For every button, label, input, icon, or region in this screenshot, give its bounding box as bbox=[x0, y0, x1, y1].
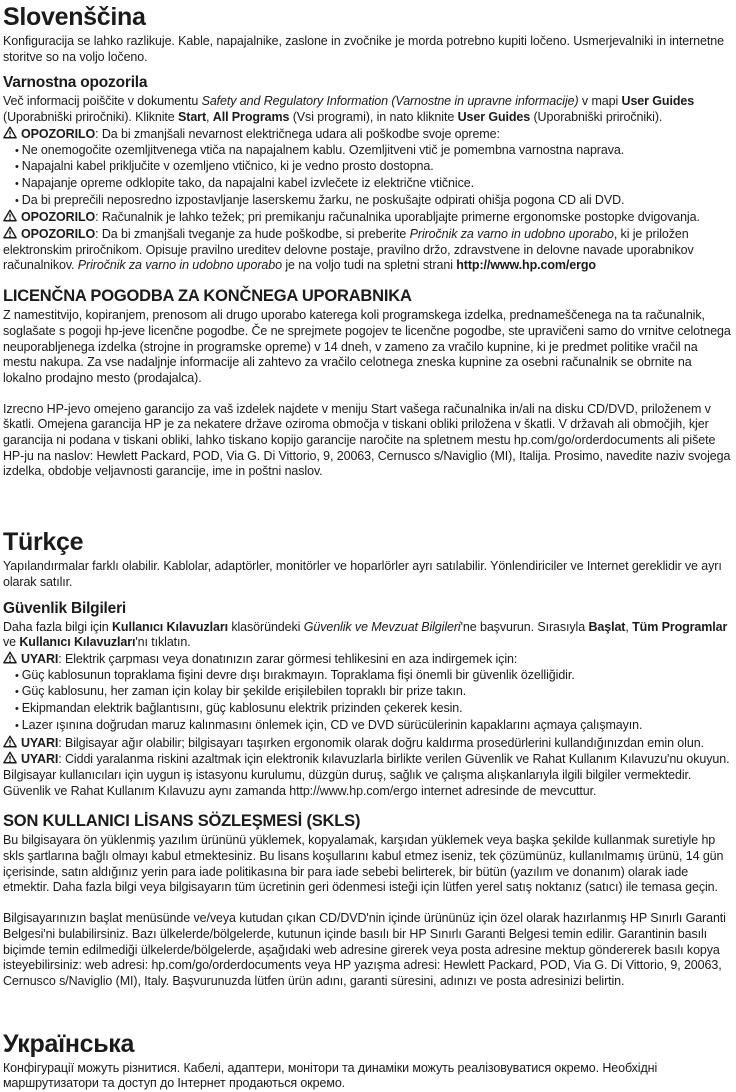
license-paragraph-1: Z namestitvijo, kopiranjem, prenosom ali drugo uporabo katerega koli programskega izdelka, prednameščenega na ta računalnik, soglašate s pogoji hp-jeve licenčne pogodbe. Če ne sprejmete pogojev te licenčne pogodbe, ste upravičeni samo do vrnitve celotnega neuporabljenega izdelka (strojne in programske opreme) v 14 dneh, v zameno za vračilo kupnine, ki je predmet politike vračil na mestu nakupa. Za vse nadaljnje informacije ali zahtevo za vračilo celotnega zneska kupnine za osebni računalnik se obrnite na lokalno prodajno mesto (prodajalca). bbox=[3, 308, 731, 385]
language-heading-slovenian: Slovenščina bbox=[3, 3, 146, 31]
warning-paragraph bbox=[3, 751, 733, 799]
warning-paragraph bbox=[3, 126, 733, 143]
license-heading: SON KULLANICI LİSANS SÖZLEŞMESİ (SKLS) bbox=[3, 812, 361, 831]
warning-paragraph bbox=[3, 735, 733, 752]
warning-icon bbox=[3, 226, 17, 239]
license-paragraph-2: Izrecno HP-jevo omejeno garancijo za vaš izdelek najdete v meniju Start vašega računalnika in/ali na disku CD/DVD, priloženem v škatli. Omejena garancija HP je za nekatere države oziroma območja v tiskani obliki priložena v škatli. V državah ali območjih, kjer garancija ni podana v tiskani obliki, lahko tiskano kopijo garancije naročite na spletnem mestu hp.com/go/orderdocuments ali pišete HP-ju na naslov: Hewlett Packard, POD, Via G. Di Vittorio, 9, 20063, Cernusco s/Naviglio (MI), Italija. Prosimo, navedite naziv svojega izdelka, obdobje veljavnosti garancije, ime in poštni naslov. bbox=[3, 401, 731, 479]
list-item: • Napajanje opreme odklopite tako, da napajalni kabel izvlečete iz električne vtičnice. bbox=[15, 176, 733, 193]
warning-icon bbox=[3, 651, 17, 664]
intro-paragraph: Конфігурації можуть різнитися. Кабелі, адаптери, монітори та динаміки можуть реалізовуватися окремо. Необхідні маршрутизатори та доступ до Інтернет продаються окремо. bbox=[3, 1060, 658, 1091]
list-item: • Güç kablosunu, her zaman için kolay bir şekilde erişilebilen topraklı bir prize takın. bbox=[15, 684, 733, 701]
warning-paragraph bbox=[3, 209, 733, 226]
warning-paragraph bbox=[3, 651, 733, 668]
warning-icon bbox=[3, 751, 17, 764]
section-turkish bbox=[3, 528, 733, 989]
license-paragraph-2: Bilgisayarınızın başlat menüsünde ve/veya kutudan çıkan CD/DVD'nin içinde ürününüz için özel olarak hazırlanmış HP Sınırlı Garanti Belgesi'ni bulabilirsiniz. Bazı ülkelerde/bölgelerde, kutunun içinde basılı bir HP Sınırlı Garanti Belgesi temin edilir. Garantinin basılı biçimde temin edilmediği ülkelerde/bölgelerde, aşağıdaki web adresine girerek veya posta adresine mektup göndererek basılı kopya isteyebilirsiniz: web adresi: hp.com/go/orderdocuments veya HP yazışma adresi: Hewlett Packard, POD, Via G. Di Vittorio, 9, 20063, Cernusco s/Naviglio (MI), Italy. Başvurunuzda lütfen ürün adını, garanti süresini, adınızı ve posta adresinizi belirtin. bbox=[3, 911, 726, 988]
warning-icon bbox=[3, 735, 17, 748]
list-item: • Da bi preprečili neposredno izpostavljanje laserskemu žarku, ne poskušajte odpirati ohišja pogona CD ali DVD. bbox=[15, 193, 733, 210]
language-heading-turkish: Türkçe bbox=[3, 528, 84, 557]
section-ukrainian bbox=[3, 1030, 733, 1092]
warning-text: UYARI: Elektrik çarpması veya donatınızın zarar görmesi tehlikesini en aza indirgemek için: bbox=[21, 651, 518, 666]
warning-paragraph bbox=[3, 226, 733, 274]
list-item: • Ne onemogočite ozemljitvenega vtiča na napajalnem kablu. Ozemljitveni vtič je pomembna varnostna naprava. bbox=[15, 143, 733, 160]
safety-bullet-list bbox=[3, 143, 733, 210]
list-item: • Ekipmandan elektrik bağlantısını, güç kablosunu elektrik prizinden çekerek kesin. bbox=[15, 701, 733, 718]
warning-text: UYARI: Ciddi yaralanma riskini azaltmak için elektronik kılavuzlarla birlikte verilen Güvenlik ve Rahat Kullanım Kılavuzu'nu okuyun. Bilgisayar kullanıcıları için uygun iş istasyonu kurulumu, düzgün duruş, sağlık ve çalışma alışkanlarıyla ilgili bilgiler vermektedir. Güvenlik ve Rahat Kullanım Kılavuzu aynı zamanda http://www.hp.com/ergo internet adresinde de mevcuttur. bbox=[3, 752, 730, 798]
language-heading-ukrainian: Українська bbox=[3, 1029, 135, 1058]
warning-text: OPOZORILO: Računalnik je lahko težek; pri premikanju računalnika uporabljajte primerne ergonomske postopke dvigovanja. bbox=[21, 210, 700, 225]
intro-paragraph: Konfiguracija se lahko razlikuje. Kable, napajalnike, zaslone in zvočnike je morda potrebno kupiti ločeno. Usmerjevalniki in internetne storitve so na voljo ločeno. bbox=[3, 34, 724, 64]
section-slovenian bbox=[3, 3, 733, 480]
safety-heading: Güvenlik Bilgileri bbox=[3, 599, 127, 617]
warning-text: UYARI: Bilgisayar ağır olabilir; bilgisayarı taşırken ergonomik olarak doğru kaldırma prosedürlerini kullandığınızdan emin olun. bbox=[21, 735, 704, 750]
safety-paragraph: Daha fazla bilgi için Kullanıcı Kılavuzları klasöründeki Güvenlik ve Mevzuat Bilgileri'ne başvurun. Sırasıyla Başlat, Tüm Programlar ve Kullanıcı Kılavuzları'nı tıklatın. bbox=[3, 619, 728, 650]
safety-paragraph: Več informacij poiščite v dokumentu Safety and Regulatory Information (Varnostne in upravne informacije) v mapi User Guides (Uporabniški priročniki). Kliknite Start, All Programs (Vsi programi), in nato kliknite User Guides (Uporabniški priročniki). bbox=[3, 94, 695, 125]
intro-paragraph: Yapılandırmalar farklı olabilir. Kablolar, adaptörler, monitörler ve hoparlörler ayrı satılabilir. Yönlendiriciler ve Internet gereklidir ve ayrı olarak satılır. bbox=[3, 559, 722, 589]
warning-text: OPOZORILO: Da bi zmanjšali tveganje za hude poškodbe, si preberite Priročnik za varno in udobno uporabo, ki je priložen elektronskim priročnikom. Opisuje pravilno ureditev delovne postaje, pravilno držo, zdravstvene in delovne navade uporabnikov računalnikov. Priročnik za varno in udobno uporabo je na voljo tudi na spletni strani http://www.hp.com/ergo bbox=[3, 227, 694, 273]
license-paragraph-1: Bu bilgisayara ön yüklenmiş yazılım ürününü yüklemek, kopyalamak, karşıdan yüklemek veya başka şekilde kullanmak suretiyle hp skls şartlarına bağlı olmayı kabul etmektesiniz. Bu lisans koşullarını kabul etmez iseniz, tek çözümünüz, kullanılmamış ürünü, 14 gün içerisinde, satın aldığınız yerin para iade politikasına bir para iade sebebi belirterek, bir bütün (yazılım ve donanım) olarak iade etmektir. Daha fazla bilgi veya bilgisayarın tüm ücretinin geri ödenmesi isteği için lütfen yerel satış noktanız (satıcı) ile temasa geçin. bbox=[3, 833, 724, 895]
license-heading: LICENČNA POGODBA ZA KONČNEGA UPORABNIKA bbox=[3, 287, 412, 306]
list-item: • Lazer ışınına doğrudan maruz kalınmasını önlemek için, CD ve DVD sürücülerinin kapaklarını açmaya çalışmayın. bbox=[15, 718, 733, 735]
safety-heading: Varnostna opozorila bbox=[3, 74, 148, 92]
list-item: • Güç kablosunun topraklama fişini devre dışı bırakmayın. Topraklama fişi önemli bir güvenlik özelliğidir. bbox=[15, 668, 733, 685]
warning-icon bbox=[3, 209, 17, 222]
warning-text: OPOZORILO: Da bi zmanjšali nevarnost električnega udara ali poškodbe svoje opreme: bbox=[21, 126, 500, 141]
warning-icon bbox=[3, 126, 17, 139]
safety-bullet-list bbox=[3, 668, 733, 735]
list-item: • Napajalni kabel priključite v ozemljeno vtičnico, ki je vedno prosto dostopna. bbox=[15, 159, 733, 176]
